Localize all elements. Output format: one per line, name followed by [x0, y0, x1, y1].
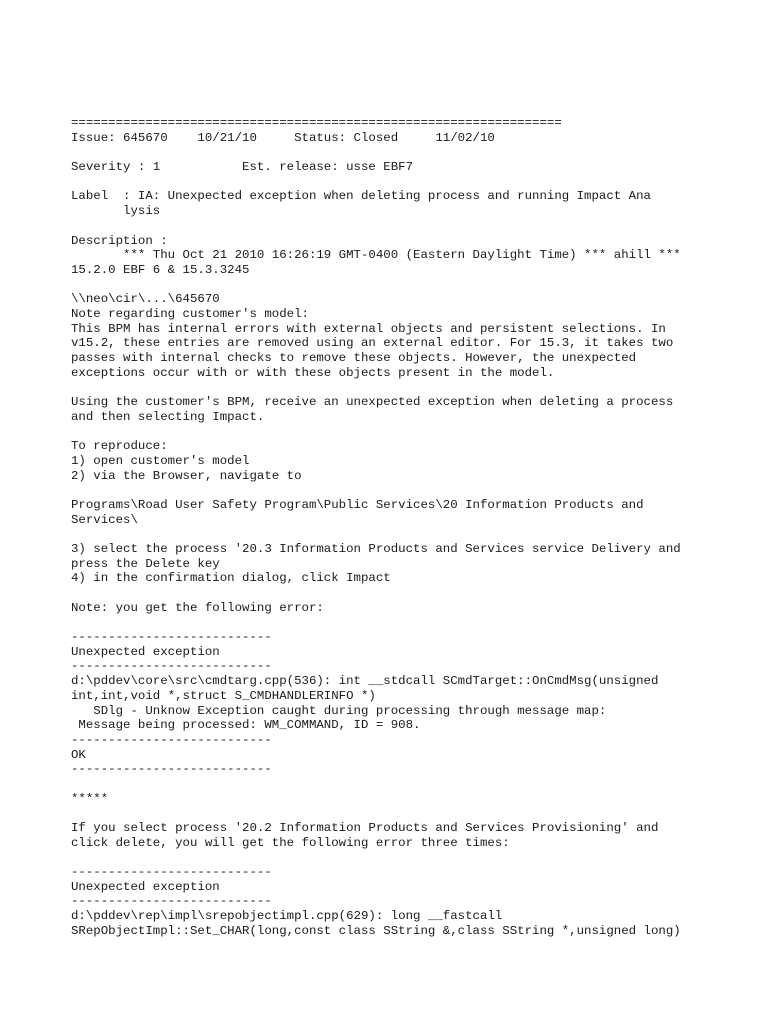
- text-line: Note regarding customer's model:: [71, 306, 309, 321]
- text-line: SDlg - Unknow Exception caught during processing through message map:: [71, 703, 607, 718]
- text-line: ---------------------------: [71, 630, 272, 645]
- text-line: press the Delete key: [71, 556, 220, 571]
- text-line: ---------------------------: [71, 762, 272, 777]
- text-line: 2) via the Browser, navigate to: [71, 468, 302, 483]
- text-line: click delete, you will get the following error three times:: [71, 835, 510, 850]
- text-line: This BPM has internal errors with external objects and persistent selections. In: [71, 321, 666, 336]
- text-line: and then selecting Impact.: [71, 409, 265, 424]
- text-line: \\neo\cir\...\645670: [71, 292, 220, 307]
- text-line: [71, 615, 751, 630]
- text-line: Unexpected exception: [71, 644, 220, 659]
- text-line: SRepObjectImpl::Set_CHAR(long,const class SString &,class SString *,unsigned long): [71, 923, 681, 938]
- text-line: To reproduce:: [71, 439, 168, 454]
- text-line: [71, 527, 751, 542]
- text-line: 1) open customer's model: [71, 453, 250, 468]
- text-line: Using the customer's BPM, receive an unexpected exception when deleting a process: [71, 395, 674, 410]
- text-line: ---------------------------: [71, 732, 272, 747]
- text-line: Message being processed: WM_COMMAND, ID = 908.: [71, 718, 421, 733]
- text-line: int,int,void *,struct S_CMDHANDLERINFO *): [71, 688, 376, 703]
- text-line: [71, 175, 751, 190]
- text-line: ---------------------------: [71, 659, 272, 674]
- text-line: 3) select the process '20.3 Information Products and Services service Delivery and: [71, 541, 681, 556]
- text-line: Services\: [71, 512, 138, 527]
- text-line: d:\pddev\rep\impl\srepobjectimpl.cpp(629): long __fastcall: [71, 909, 503, 924]
- text-line: [71, 424, 751, 439]
- text-line: OK: [71, 747, 86, 762]
- text-line: [71, 777, 751, 792]
- text-line: [71, 219, 751, 234]
- text-line: Note: you get the following error:: [71, 600, 324, 615]
- text-line: [71, 278, 751, 293]
- text-line: lysis: [71, 204, 161, 219]
- text-line: [71, 806, 751, 821]
- text-line: passes with internal checks to remove these objects. However, the unexpected: [71, 351, 637, 365]
- text-line: [71, 586, 751, 601]
- text-line: 4) in the confirmation dialog, click Impact: [71, 571, 391, 586]
- text-line: *** Thu Oct 21 2010 16:26:19 GMT-0400 (Eastern Daylight Time) *** ahill ***: [71, 248, 681, 263]
- text-line: [71, 145, 751, 160]
- text-line: [71, 850, 751, 865]
- text-line: v15.2, these entries are removed using an external editor. For 15.3, it takes two: [71, 336, 674, 351]
- text-line: Unexpected exception: [71, 879, 220, 894]
- text-line: [71, 483, 751, 498]
- text-line: exceptions occur with or with these objects present in the model.: [71, 365, 555, 380]
- text-line: Programs\Road User Safety Program\Public Services\20 Information Products and: [71, 497, 644, 512]
- text-line: Issue: 645670 10/21/10 Status: Closed 11/02/10: [71, 130, 495, 145]
- text-line: *****: [71, 791, 109, 806]
- text-line: ==================================================================: [71, 116, 562, 130]
- text-line: Label : IA: Unexpected exception when deleting process and running Impact Ana: [71, 189, 651, 204]
- text-line: d:\pddev\core\src\cmdtarg.cpp(536): int __stdcall SCmdTarget::OnCmdMsg(unsigned: [71, 674, 659, 689]
- text-line: ---------------------------: [71, 894, 272, 909]
- document-body: [71, 116, 751, 939]
- text-line: [71, 380, 751, 395]
- text-line: If you select process '20.2 Information Products and Services Provisioning' and: [71, 821, 659, 835]
- text-line: Severity : 1 Est. release: usse EBF7: [71, 160, 414, 175]
- text-line: Description :: [71, 233, 168, 248]
- text-line: ---------------------------: [71, 865, 272, 880]
- text-line: 15.2.0 EBF 6 & 15.3.3245: [71, 262, 250, 277]
